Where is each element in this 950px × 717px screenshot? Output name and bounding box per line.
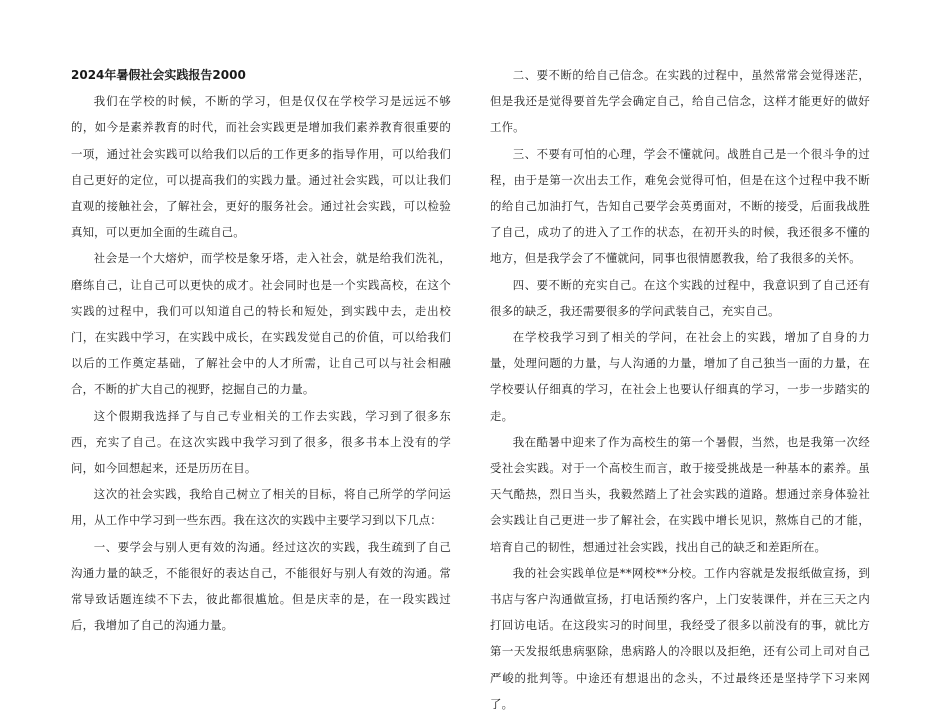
- paragraph: 这次的社会实践，我给自己树立了相关的目标，将自己所学的学问运用，从工作中学习到一些东西。我在这次的实践中主要学习到以下几点：: [71, 487, 451, 528]
- right-column: [490, 62, 870, 717]
- paragraph: 三、不要有可怕的心理，学会不懂就问。战胜自己是一个很斗争的过程，由于是第一次出去工作，难免会觉得可怕，但是在这个过程中我不断的给自己加油打气，告知自己要学会英勇面对，不断的接受，后面我战胜了自己，成功了的进入了工作的状态，在初开头的时候，我还很多不懂的地方，但是我学会了不懂就问，同事也很情愿教我，给了我很多的关怀。: [490, 146, 870, 266]
- left-column: [71, 62, 451, 638]
- paragraph: 我在酷暑中迎来了作为高校生的第一个暑假，当然，也是我第一次经受社会实践。对于一个高校生而言，敢于接受挑战是一种基本的素养。虽天气酷热，烈日当头，我毅然踏上了社会实践的道路。想通过亲身体验社会实践让自己更进一步了解社会，在实践中增长见识，熬炼自己的才能，培育自己的韧性，想通过社会实践，找出自己的缺乏和差距所在。: [490, 434, 870, 554]
- paragraph: 我们在学校的时候，不断的学习，但是仅仅在学校学习是远远不够的，如今是素养教育的时代，而社会实践更是增加我们素养教育很重要的一项，通过社会实践可以给我们以后的工作更多的指导作用，可以给我们自己更好的定位，可以提高我们的实践力量。通过社会实践，可以让我们直观的接触社会，了解社会，更好的服务社会。通过社会实践，可以检验真知，可以更加全面的生疏自己。: [71, 94, 451, 240]
- document-title: 2024年暑假社会实践报告2000: [71, 68, 246, 82]
- paragraph: 一、要学会与别人更有效的沟通。经过这次的实践，我生疏到了自己沟通力量的缺乏，不能很好的表达自己，不能很好与别人有效的沟通。常常导致话题连续不下去，彼此都很尴尬。但是庆幸的是，在一段实践过后，我增加了自己的沟通力量。: [71, 539, 451, 633]
- paragraph: 社会是一个大熔炉，而学校是象牙塔，走入社会，就是给我们洗礼，磨练自己，让自己可以更快的成才。社会同时也是一个实践高校，在这个实践的过程中，我们可以知道自己的特长和短处，到实践中去，走出校门，在实践中学习，在实践中成长，在实践发觉自己的价值，可以给我们以后的工作奠定基础，了解社会中的人才所需，让自己可以与社会相融合，不断的扩大自己的视野，挖掘自己的力量。: [71, 251, 451, 397]
- paragraph: 我的社会实践单位是**网校**分校。工作内容就是发报纸做宣扬，到书店与客户沟通做宣扬，打电话预约客户，上门安装课件，并在三天之内打回访电话。在这段实习的时间里，我经受了很多以前没有的事，就比方第一天发报纸患病驱除，患病路人的冷眼以及拒绝，还有公司上司对自己严峻的批判等。中途还有想退出的念头，不过最终还是坚持学下习来网了。: [490, 565, 870, 711]
- paragraph: 四、要不断的充实自己。在这个实践的过程中，我意识到了自己还有很多的缺乏，我还需要很多的学问武装自己，充实自己。: [490, 277, 870, 318]
- paragraph: 二、要不断的给自己信念。在实践的过程中，虽然常常会觉得迷茫，但是我还是觉得要首先学会确定自己，给自己信念，这样才能更好的做好工作。: [490, 68, 870, 135]
- paragraph: 这个假期我选择了与自己专业相关的工作去实践，学习到了很多东西，充实了自己。在这次实践中我学习到了很多，很多书本上没有的学问，如今回想起来，还是历历在目。: [71, 408, 451, 476]
- paragraph: 在学校我学习到了相关的学问，在社会上的实践，增加了自身的力量，处理问题的力量，与人沟通的力量，增加了自己独当一面的力量，在学校要认仔细真的学习，在社会上也要认仔细真的学习，一步一步踏实的走。: [490, 330, 870, 423]
